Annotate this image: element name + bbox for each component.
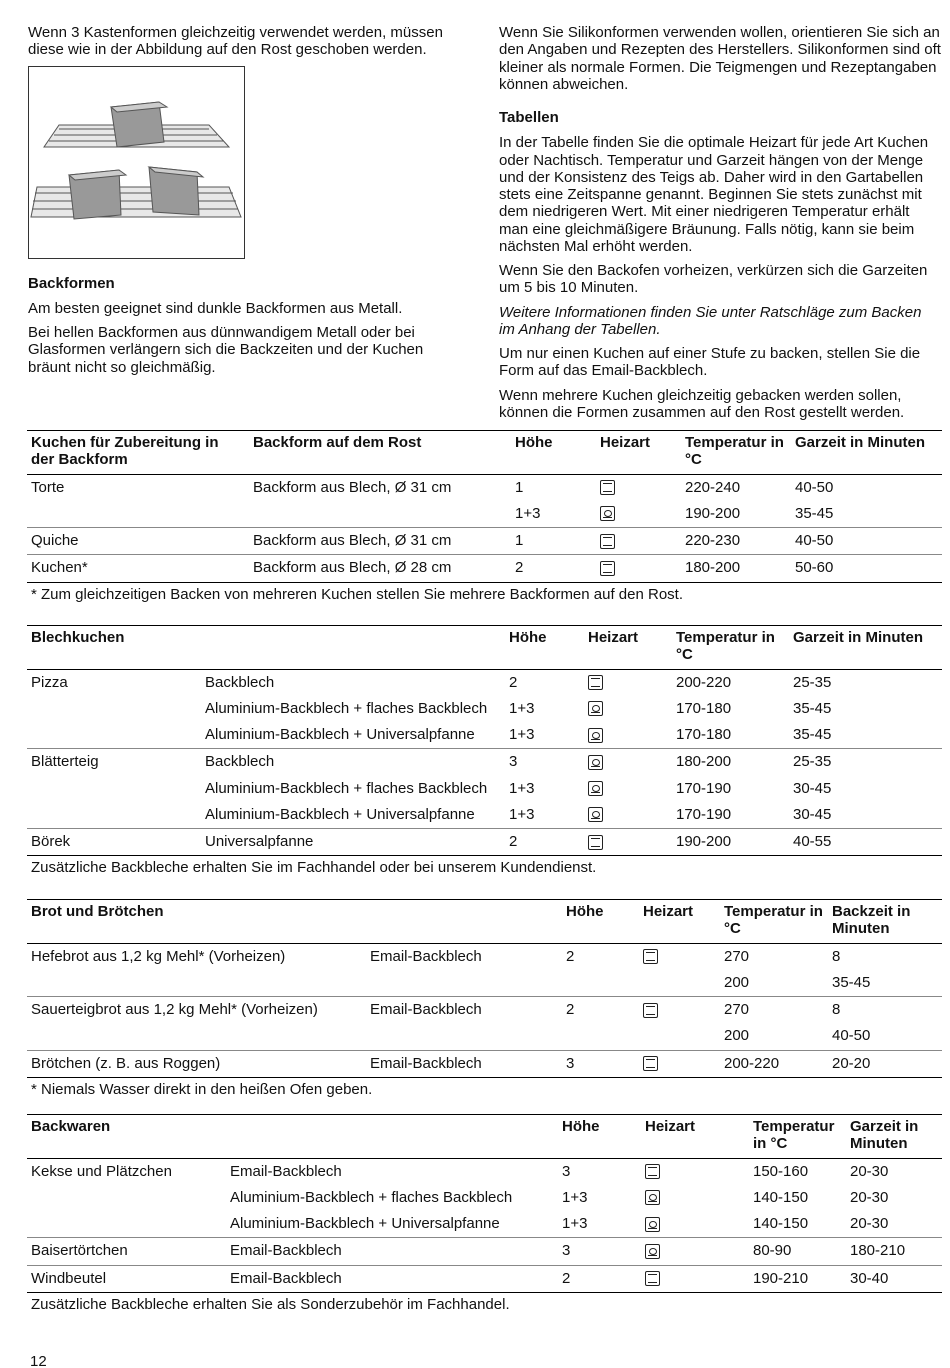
- heating-mode-cell: [639, 1050, 720, 1077]
- column-header: Heizart: [641, 1115, 749, 1159]
- table-row: [27, 1185, 942, 1211]
- table-cell: 200: [720, 970, 828, 997]
- table-row: [27, 528, 942, 555]
- table-row: [27, 776, 942, 802]
- hot-air-icon: [645, 1217, 660, 1232]
- top-bottom-heat-icon: [588, 835, 603, 850]
- heating-mode-cell: [641, 1211, 749, 1238]
- table-cell: [27, 722, 201, 749]
- table-cell: 20-30: [850, 1188, 889, 1206]
- table-cell: 180-200: [676, 753, 732, 771]
- table-row: [27, 669, 942, 696]
- table-cell: 270: [724, 1001, 750, 1018]
- table-header-row: [27, 1115, 942, 1159]
- column-header: Kuchen für Zubereitung in der Backform: [27, 431, 249, 475]
- heating-mode-cell: [639, 970, 720, 997]
- table-row: [27, 1023, 942, 1050]
- column-header: [201, 626, 505, 670]
- table-cell: [366, 970, 562, 997]
- column-header: Höhe: [505, 626, 584, 670]
- column-header: Temperatur in °C: [681, 431, 791, 475]
- table-cell: 8: [832, 947, 841, 965]
- table-cell: 50-60: [791, 555, 942, 582]
- table-cell: 35-45: [793, 699, 832, 717]
- table-cell: Backform aus Blech, Ø 31 cm: [249, 528, 511, 555]
- table-cell: 220-230: [681, 528, 791, 555]
- top-bottom-heat-icon: [645, 1271, 660, 1286]
- table-row: [27, 749, 942, 776]
- table-cell: 2: [505, 829, 584, 856]
- table-cell: Email-Backblech: [230, 1162, 342, 1180]
- table-cell: 1+3: [505, 802, 584, 829]
- table-cell: 40-55: [789, 829, 942, 856]
- top-bottom-heat-icon: [600, 480, 615, 495]
- table-cell: [27, 1023, 366, 1050]
- table-cell: 30-45: [789, 802, 942, 829]
- table-cell: 220-240: [685, 478, 741, 496]
- column-header: Heizart: [639, 900, 720, 944]
- table-note-row: [27, 856, 942, 882]
- heating-mode-cell: [641, 1158, 749, 1185]
- table-footnote: * Zum gleichzeitigen Backen von mehreren Kuchen stellen Sie mehrere Backformen auf den Rost.: [31, 585, 684, 603]
- heating-mode-cell: [641, 1238, 749, 1265]
- table-row: [27, 555, 942, 582]
- table-cell: 35-45: [828, 970, 942, 997]
- table-cell: Aluminium-Backblech + Universalpfanne: [201, 722, 505, 749]
- table-cell: Backform aus Blech, Ø 31 cm: [253, 478, 452, 496]
- table-cell: Email-Backblech: [226, 1265, 558, 1292]
- table-cell: 170-180: [672, 722, 789, 749]
- left-column: [28, 24, 468, 383]
- heating-mode-cell: [584, 802, 672, 829]
- heating-mode-cell: [584, 669, 672, 696]
- table-row: [27, 829, 942, 856]
- table-row: [27, 501, 942, 528]
- table-cell: 3: [562, 1162, 571, 1180]
- table-cell: 200: [720, 1023, 828, 1050]
- tabellen-paragraph-3: Weitere Informationen finden Sie unter Ratschläge zum Backen im Anhang der Tabellen.: [499, 303, 922, 338]
- tabellen-heading: Tabellen: [499, 109, 559, 126]
- table-cell: [27, 696, 201, 722]
- table-cell: Aluminium-Backblech + flaches Backblech: [230, 1188, 513, 1206]
- heating-mode-cell: [584, 829, 672, 856]
- table-cell: Pizza: [31, 673, 68, 691]
- table-cell: Börek: [27, 829, 201, 856]
- hot-air-icon: [645, 1190, 660, 1205]
- table-cell: 40-50: [828, 1023, 942, 1050]
- backform-table: [27, 430, 942, 608]
- table-cell: Windbeutel: [27, 1265, 226, 1292]
- table-row: [27, 474, 942, 501]
- column-header: Garzeit in Minuten: [846, 1115, 942, 1159]
- table-cell: Email-Backblech: [370, 1001, 482, 1018]
- table-cell: 40-50: [795, 478, 834, 496]
- right-column: [499, 24, 941, 428]
- table-cell: 3: [509, 753, 518, 771]
- tabellen-paragraph-1: In der Tabelle finden Sie die optimale Heizart für jede Art Kuchen oder Nachtisch. Temperatur und Garzeit hängen von der Menge und der Konsistenz des Teigs ab. Daher wird in den Gartabellen stets eine Zeitspanne genannt. Beginnen Sie stets zunächst mit dem niedrigeren Wert. Mit einer niedrigeren Temperatur erhält man eine gleichmäßigere Bräunung. Falls nötig, kann sie beim nächsten Mal erhöht werden.: [499, 134, 929, 255]
- table-cell: 2: [566, 1001, 575, 1018]
- top-bottom-heat-icon: [643, 1003, 658, 1018]
- top-bottom-heat-icon: [643, 949, 658, 964]
- column-header: Garzeit in Minuten: [789, 626, 942, 670]
- table-cell: 20-30: [846, 1211, 942, 1238]
- column-header: Heizart: [584, 626, 672, 670]
- table-row: [27, 696, 942, 722]
- table-cell: 1: [515, 478, 524, 496]
- column-header: Höhe: [562, 900, 639, 944]
- backformen-heading: Backformen: [28, 274, 115, 292]
- table-cell: 25-35: [793, 753, 832, 771]
- table-cell: 2: [566, 947, 575, 965]
- table-cell: 3: [558, 1238, 641, 1265]
- table-header-row: [27, 900, 942, 944]
- heating-mode-cell: [639, 997, 720, 1024]
- silikon-paragraph: Wenn Sie Silikonformen verwenden wollen, orientieren Sie sich an den Angaben und Rezepten des Herstellers. Silikonformen sind oft kleiner als normale Formen. Die Teigmengen und Rezeptangaben können abweichen.: [499, 24, 941, 93]
- column-header: [226, 1115, 558, 1159]
- table-cell: Sauerteigbrot aus 1,2 kg Mehl* (Vorheizen): [31, 1001, 318, 1018]
- table-footnote: * Niemals Wasser direkt in den heißen Ofen geben.: [31, 1080, 373, 1098]
- table-cell: [562, 1023, 639, 1050]
- table-cell: 1+3: [509, 699, 535, 717]
- heating-mode-cell: [641, 1185, 749, 1211]
- top-bottom-heat-icon: [643, 1056, 658, 1071]
- table-header-row: [27, 431, 942, 475]
- table-cell: Aluminium-Backblech + flaches Backblech: [205, 779, 488, 797]
- table-cell: 20-30: [850, 1162, 889, 1180]
- column-header: Temperatur in °C: [672, 626, 789, 670]
- table-cell: 190-200: [672, 829, 789, 856]
- table-cell: Quiche: [27, 528, 249, 555]
- table-cell: 40-50: [791, 528, 942, 555]
- table-row: [27, 997, 942, 1024]
- column-header: [366, 900, 562, 944]
- column-header: Backform auf dem Rost: [249, 431, 511, 475]
- heating-mode-cell: [584, 776, 672, 802]
- page-number: 12: [30, 1353, 47, 1368]
- heating-mode-cell: [584, 722, 672, 749]
- intro-paragraph: Wenn 3 Kastenformen gleichzeitig verwendet werden, müssen diese wie in der Abbildung auf den Rost geschoben werden.: [28, 24, 443, 59]
- column-header: Höhe: [558, 1115, 641, 1159]
- table-cell: [27, 1211, 226, 1238]
- table-note-row: [27, 1077, 942, 1103]
- table-cell: 1: [511, 528, 596, 555]
- heating-mode-cell: [641, 1265, 749, 1292]
- table-cell: 200-220: [720, 1050, 828, 1077]
- table-cell: 140-150: [749, 1211, 846, 1238]
- table-cell: 180-210: [846, 1238, 942, 1265]
- table-cell: [27, 1185, 226, 1211]
- table-cell: [27, 970, 366, 997]
- table-cell: 2: [558, 1265, 641, 1292]
- table-cell: [366, 1023, 562, 1050]
- table-row: [27, 1050, 942, 1077]
- table-cell: 190-200: [681, 501, 791, 528]
- tabellen-paragraph-4: Um nur einen Kuchen auf einer Stufe zu backen, stellen Sie die Form auf das Email-Backblech.: [499, 345, 921, 380]
- table-cell: Aluminium-Backblech + Universalpfanne: [201, 802, 505, 829]
- column-header: Backwaren: [27, 1115, 226, 1159]
- table-cell: 170-190: [676, 779, 732, 797]
- table-cell: [249, 501, 511, 528]
- table-cell: 20-20: [828, 1050, 942, 1077]
- heating-mode-cell: [596, 555, 681, 582]
- heating-mode-cell: [596, 501, 681, 528]
- table-cell: 2: [509, 673, 518, 691]
- table-cell: Email-Backblech: [226, 1238, 558, 1265]
- table-cell: Torte: [31, 478, 65, 496]
- hot-air-icon: [588, 728, 603, 743]
- table-cell: 8: [832, 1001, 841, 1018]
- backformen-paragraph-1: Am besten geeignet sind dunkle Backformen aus Metall.: [28, 299, 403, 317]
- table-cell: Brötchen (z. B. aus Roggen): [27, 1050, 366, 1077]
- table-cell: Baisertörtchen: [27, 1238, 226, 1265]
- top-bottom-heat-icon: [588, 675, 603, 690]
- column-header: Temperatur in °C: [749, 1115, 846, 1159]
- table-cell: 170-190: [672, 802, 789, 829]
- top-bottom-heat-icon: [600, 561, 615, 576]
- table-header-row: [27, 626, 942, 670]
- table-cell: 1+3: [558, 1211, 641, 1238]
- table-cell: Aluminium-Backblech + flaches Backblech: [205, 699, 488, 717]
- table-row: [27, 1158, 942, 1185]
- heating-mode-cell: [584, 749, 672, 776]
- table-row: [27, 943, 942, 970]
- column-header: Blechkuchen: [27, 626, 201, 670]
- top-bottom-heat-icon: [645, 1164, 660, 1179]
- table-cell: Universalpfanne: [201, 829, 505, 856]
- brot-table: [27, 899, 942, 1103]
- table-row: [27, 1211, 942, 1238]
- table-cell: Aluminium-Backblech + Universalpfanne: [226, 1211, 558, 1238]
- column-header: Höhe: [511, 431, 596, 475]
- table-cell: [562, 970, 639, 997]
- table-row: [27, 802, 942, 829]
- heating-mode-cell: [596, 528, 681, 555]
- table-cell: Backform aus Blech, Ø 28 cm: [249, 555, 511, 582]
- table-cell: Hefebrot aus 1,2 kg Mehl* (Vorheizen): [31, 947, 286, 965]
- table-cell: Email-Backblech: [370, 947, 482, 965]
- table-row: [27, 1238, 942, 1265]
- heating-mode-cell: [584, 696, 672, 722]
- table-cell: 30-45: [793, 779, 832, 797]
- table-cell: 270: [724, 947, 750, 965]
- tabellen-paragraph-5: Wenn mehrere Kuchen gleichzeitig gebacken werden sollen, können die Formen zusammen auf den Rost gestellt werden.: [499, 386, 905, 421]
- table-cell: 1+3: [509, 779, 535, 797]
- table-row: [27, 1265, 942, 1292]
- hot-air-icon: [588, 807, 603, 822]
- blechkuchen-table: [27, 625, 942, 882]
- column-header: Brot und Brötchen: [27, 900, 366, 944]
- top-bottom-heat-icon: [600, 534, 615, 549]
- table-cell: [27, 776, 201, 802]
- table-cell: 35-45: [789, 722, 942, 749]
- column-header: Heizart: [596, 431, 681, 475]
- hot-air-icon: [588, 701, 603, 716]
- heating-mode-cell: [639, 943, 720, 970]
- backformen-paragraph-2: Bei hellen Backformen aus dünnwandigem Metall oder bei Glasformen verlängern sich die Backzeiten und der Kuchen bräunt nicht so gleichmäßig.: [28, 324, 424, 376]
- hot-air-icon: [588, 781, 603, 796]
- table-row: [27, 970, 942, 997]
- table-note-row: [27, 582, 942, 608]
- table-cell: 190-210: [749, 1265, 846, 1292]
- heating-mode-cell: [639, 1023, 720, 1050]
- table-cell: Kuchen*: [27, 555, 249, 582]
- table-cell: 140-150: [753, 1188, 809, 1206]
- column-header: Backzeit in Minuten: [828, 900, 942, 944]
- table-footnote: Zusätzliche Backbleche erhalten Sie im Fachhandel oder bei unserem Kundendienst.: [31, 859, 597, 877]
- table-cell: Email-Backblech: [366, 1050, 562, 1077]
- table-cell: 170-180: [676, 699, 732, 717]
- table-cell: 200-220: [676, 673, 732, 691]
- column-header: Temperatur in °C: [720, 900, 828, 944]
- table-cell: Backblech: [205, 673, 275, 691]
- column-header: Garzeit in Minuten: [791, 431, 942, 475]
- table-cell: 1+3: [562, 1188, 588, 1206]
- table-footnote: Zusätzliche Backbleche erhalten Sie als Sonderzubehör im Fachhandel.: [31, 1295, 510, 1313]
- table-cell: [27, 501, 249, 528]
- table-cell: 30-40: [846, 1265, 942, 1292]
- backwaren-table: [27, 1114, 942, 1318]
- table-cell: 1+3: [505, 722, 584, 749]
- table-cell: [27, 802, 201, 829]
- table-cell: Kekse und Plätzchen: [31, 1162, 172, 1180]
- table-note-row: [27, 1292, 942, 1318]
- table-cell: 25-35: [793, 673, 832, 691]
- table-cell: 3: [562, 1050, 639, 1077]
- table-cell: 80-90: [749, 1238, 846, 1265]
- table-cell: Backblech: [205, 753, 275, 771]
- hot-air-icon: [600, 506, 615, 521]
- table-cell: 35-45: [791, 501, 942, 528]
- tabellen-paragraph-2: Wenn Sie den Backofen vorheizen, verkürzen sich die Garzeiten um 5 bis 10 Minuten.: [499, 262, 928, 297]
- hot-air-icon: [588, 755, 603, 770]
- table-cell: Blätterteig: [31, 753, 99, 771]
- table-row: [27, 722, 942, 749]
- hot-air-icon: [645, 1244, 660, 1259]
- table-cell: 2: [511, 555, 596, 582]
- heating-mode-cell: [596, 474, 681, 501]
- table-cell: 180-200: [681, 555, 791, 582]
- table-cell: 150-160: [753, 1162, 809, 1180]
- loaf-pans-on-rack-illustration: [28, 66, 245, 259]
- table-cell: 1+3: [511, 501, 596, 528]
